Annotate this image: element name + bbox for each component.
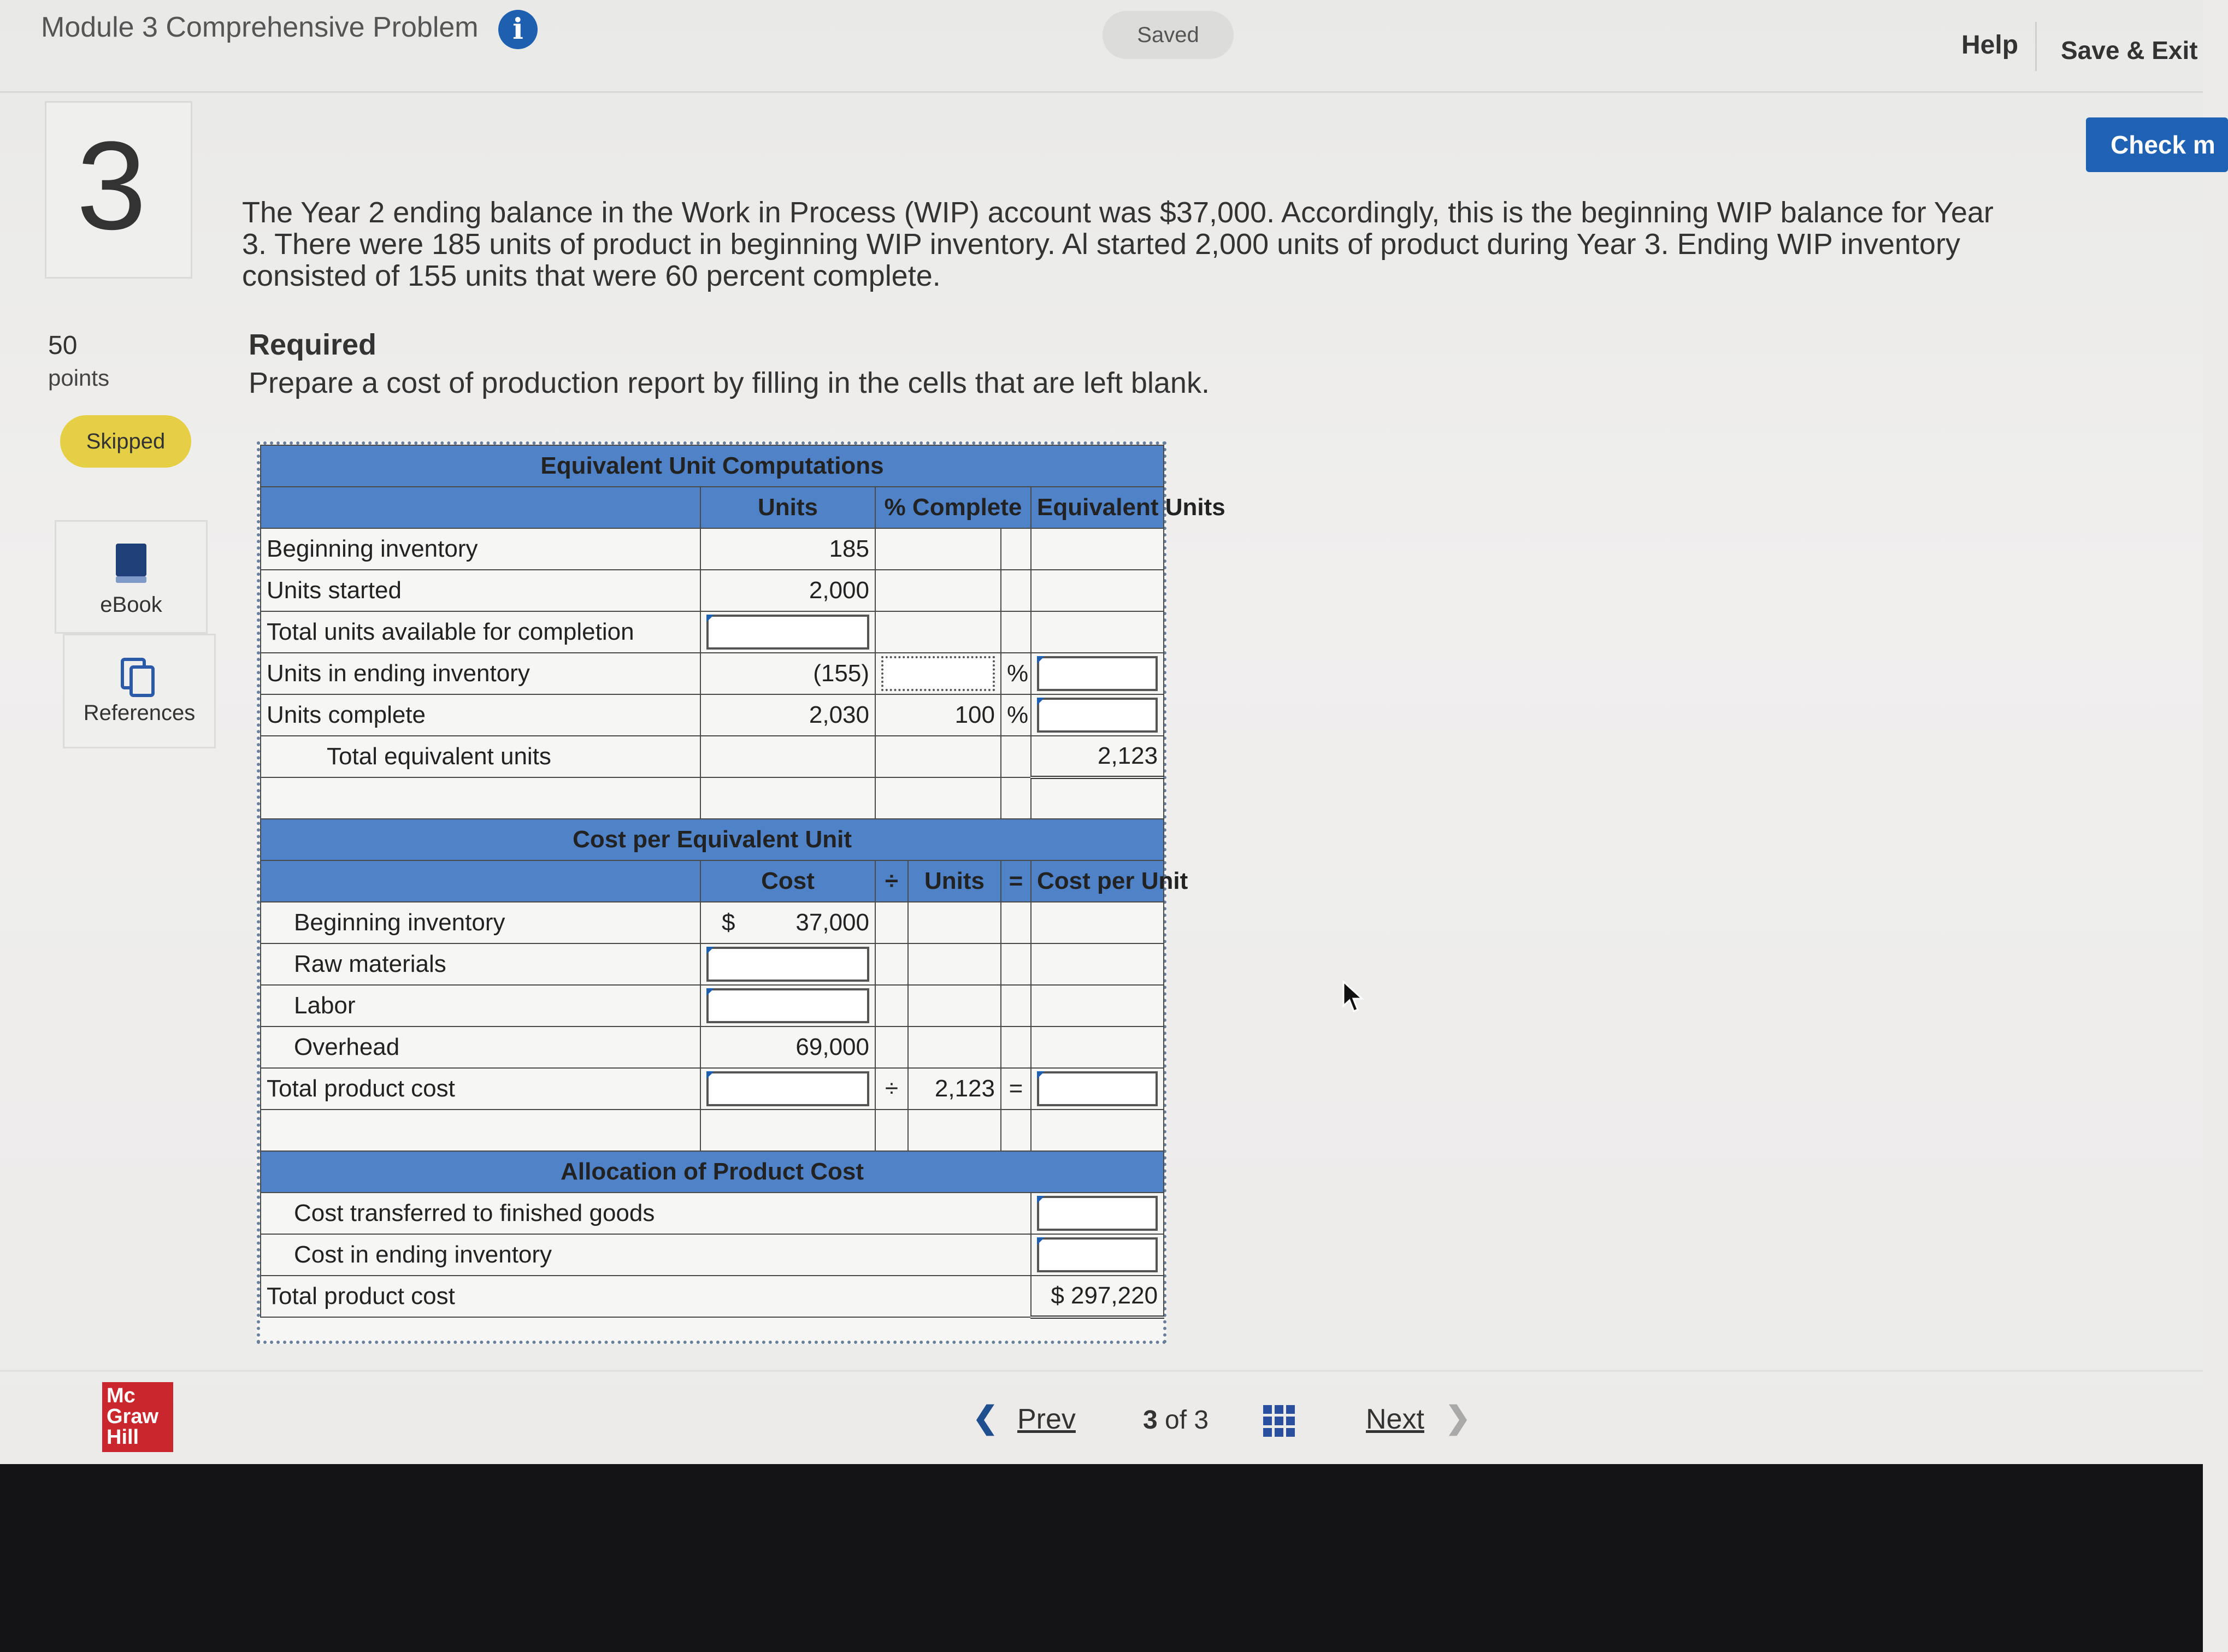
documents-icon: [119, 657, 157, 699]
table-row: [261, 736, 1164, 777]
next-button[interactable]: Next: [1366, 1403, 1424, 1435]
worksheet-table: [260, 445, 1225, 1319]
total-cost-input[interactable]: [700, 1068, 875, 1110]
table-row: [261, 1234, 1164, 1276]
prev-button[interactable]: Prev: [1017, 1403, 1076, 1435]
equals-header: =: [1001, 860, 1031, 902]
ending-units: (155): [700, 653, 875, 694]
page-of: of: [1165, 1406, 1187, 1435]
beginning-cost-value: 37,000: [795, 909, 869, 936]
row-label: Total product cost: [261, 1068, 700, 1110]
references-button[interactable]: [63, 634, 216, 748]
row-label: Beginning inventory: [261, 902, 700, 943]
pct-sign: %: [1001, 694, 1031, 736]
spacer-row: [261, 1110, 1164, 1151]
total-equiv-units: 2,123: [1031, 736, 1164, 777]
equiv-units-header: Equivalent Units: [1031, 487, 1164, 528]
total-units: 2,123: [908, 1068, 1001, 1110]
cost-column-headers: [261, 860, 1164, 902]
points-value: 50: [48, 331, 78, 360]
row-label: Units started: [261, 570, 700, 611]
divide-sign: ÷: [875, 1068, 908, 1110]
book-icon: [114, 542, 149, 584]
required-heading: Required: [249, 328, 377, 361]
row-label: Total product cost: [261, 1276, 1031, 1317]
row-label: Beginning inventory: [261, 528, 700, 570]
units-header: Units: [908, 860, 1001, 902]
pct-sign: %: [1001, 653, 1031, 694]
dollar-sign: $: [722, 909, 735, 936]
spacer-row: [261, 777, 1164, 819]
equiv-section-header: [261, 445, 1164, 487]
table-row: [261, 653, 1164, 694]
page-indicator: [1143, 1405, 1209, 1435]
ending-inventory-input[interactable]: [1031, 1234, 1164, 1276]
row-label: Cost in ending inventory: [261, 1234, 1031, 1276]
question-text: The Year 2 ending balance in the Work in Process (WIP) account was $37,000. Accordingly, this is the beginning WIP balance for Year 3. There were 185 units of product in beginning WIP inventory. Al started 2,000 units of product during Year 3. Ending WIP inventory consisted of 155 units that were 60 percent complete.: [242, 196, 1994, 292]
row-label: Total units available for completion: [261, 611, 700, 653]
page-current: 3: [1143, 1406, 1158, 1435]
required-text: Prepare a cost of production report by filling in the cells that are left blank.: [249, 367, 1210, 399]
row-label: Labor: [261, 985, 700, 1026]
footer-divider: [0, 1370, 2203, 1372]
alloc-title: Allocation of Product Cost: [261, 1151, 1164, 1193]
complete-equiv-input[interactable]: [1031, 694, 1164, 736]
row-label: Units complete: [261, 694, 700, 736]
alloc-total: $ 297,220: [1031, 1276, 1164, 1317]
table-row: [261, 570, 1164, 611]
chevron-left-icon[interactable]: ❮: [972, 1400, 998, 1435]
page-total: 3: [1194, 1406, 1209, 1435]
info-icon[interactable]: i: [498, 10, 538, 49]
alloc-section-header: [261, 1151, 1164, 1193]
mouse-cursor-icon: [1341, 981, 1365, 1013]
table-row: [261, 528, 1164, 570]
help-link[interactable]: Help: [1961, 31, 2019, 60]
table-row: [261, 1026, 1164, 1068]
module-title: Module 3 Comprehensive Problem: [41, 11, 479, 43]
ending-equiv-input[interactable]: [1031, 653, 1164, 694]
saved-status: Saved: [1103, 11, 1234, 59]
check-my-work-button[interactable]: Check m: [2086, 117, 2228, 172]
row-label: Raw materials: [261, 943, 700, 985]
row-label: Units in ending inventory: [261, 653, 700, 694]
points-label: points: [48, 365, 110, 391]
pct-complete-header: % Complete: [875, 487, 1031, 528]
total-available-input[interactable]: [700, 611, 875, 653]
save-exit-button[interactable]: Save & Exit: [2061, 36, 2198, 64]
equiv-column-headers: [261, 487, 1164, 528]
top-bar: [0, 0, 2203, 93]
grid-icon[interactable]: [1263, 1405, 1295, 1437]
chevron-right-icon[interactable]: ❯: [1445, 1400, 1471, 1435]
table-row: [261, 1193, 1164, 1234]
finished-goods-input[interactable]: [1031, 1193, 1164, 1234]
cost-of-production-worksheet: [257, 441, 1225, 1344]
blank-header: [261, 487, 700, 528]
ending-pct-input[interactable]: [875, 653, 1001, 694]
row-label: Total equivalent units: [261, 736, 700, 777]
mcgraw-hill-logo: Mc Graw Hill: [102, 1382, 173, 1452]
units-header: Units: [700, 487, 875, 528]
table-row: [261, 1068, 1164, 1110]
monitor-bezel: [0, 1464, 2203, 1652]
row-label: Cost transferred to finished goods: [261, 1193, 1031, 1234]
beginning-units: 185: [700, 528, 875, 570]
table-row: [261, 985, 1164, 1026]
table-row: [261, 611, 1164, 653]
cost-per-unit-header: Cost per Unit: [1031, 860, 1164, 902]
status-badge: Skipped: [60, 415, 191, 468]
equals-sign: =: [1001, 1068, 1031, 1110]
table-row: [261, 902, 1164, 943]
labor-input[interactable]: [700, 985, 875, 1026]
references-label: References: [83, 701, 196, 725]
cost-section-header: [261, 819, 1164, 860]
started-units: 2,000: [700, 570, 875, 611]
question-number: 3: [76, 115, 146, 256]
divide-header: ÷: [875, 860, 908, 902]
complete-units: 2,030: [700, 694, 875, 736]
table-row: [261, 694, 1164, 736]
cost-per-unit-input[interactable]: [1031, 1068, 1164, 1110]
complete-pct: 100: [875, 694, 1001, 736]
ebook-label: eBook: [100, 593, 162, 617]
table-row: [261, 1276, 1164, 1317]
table-row: [261, 943, 1164, 985]
ebook-button[interactable]: [55, 520, 208, 634]
raw-materials-input[interactable]: [700, 943, 875, 985]
cost-header: Cost: [700, 860, 875, 902]
divider: [2035, 22, 2037, 71]
equiv-title: Equivalent Unit Computations: [261, 445, 1164, 487]
beginning-cost: [700, 902, 875, 943]
overhead-cost: 69,000: [700, 1026, 875, 1068]
cost-title: Cost per Equivalent Unit: [261, 819, 1164, 860]
row-label: Overhead: [261, 1026, 700, 1068]
